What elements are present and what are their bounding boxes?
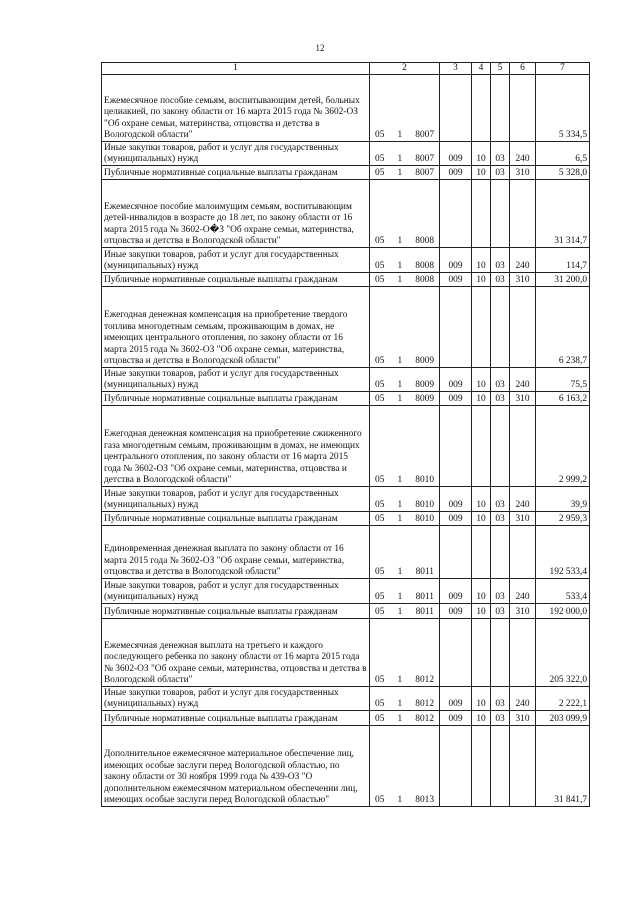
table-body — [102, 75, 590, 807]
row-code-subprogram: 1 — [397, 475, 403, 485]
row-code-program: 05 — [375, 154, 385, 164]
row-ministry-code: 009 — [440, 487, 472, 512]
row-target-code — [370, 368, 440, 392]
row-amount: 6 238,7 — [536, 287, 590, 368]
row-subsection-code: 03 — [491, 368, 510, 392]
row-amount: 2 222,1 — [536, 687, 590, 711]
row-amount: 31 841,7 — [536, 726, 590, 807]
row-code-direction: 8009 — [415, 356, 434, 366]
header-col-4: 4 — [472, 63, 491, 75]
row-target-code — [370, 75, 440, 142]
row-name: Иные закупки товаров, работ и услуг для государственных (муниципальных) нужд — [102, 579, 370, 604]
row-section-code — [472, 287, 491, 368]
row-ministry-code: 009 — [440, 579, 472, 604]
row-amount: 192 000,0 — [536, 604, 590, 619]
row-section-code: 10 — [472, 687, 491, 711]
row-name: Ежегодная денежная компенсация на приобретение твердого топлива многодетным семьям, проживающим в домах, не имеющих центрального отопления, по закону области от 16 марта 2015 года № 3602-ОЗ "Об охране семьи, материнства, отцовства и детства в Вологодской области" — [102, 287, 370, 368]
row-subsection-code — [491, 726, 510, 807]
row-subsection-code: 03 — [491, 604, 510, 619]
row-code-subprogram: 1 — [397, 380, 403, 390]
row-subsection-code: 03 — [491, 273, 510, 287]
row-ministry-code — [440, 619, 472, 687]
row-target-code — [370, 248, 440, 273]
row-amount: 114,7 — [536, 248, 590, 273]
table-row — [102, 726, 590, 807]
row-section-code: 10 — [472, 248, 491, 273]
row-ministry-code: 009 — [440, 711, 472, 726]
row-section-code: 10 — [472, 166, 491, 180]
table-row — [102, 512, 590, 526]
row-ministry-code: 009 — [440, 512, 472, 526]
row-subsection-code — [491, 180, 510, 248]
row-code-program: 05 — [375, 475, 385, 485]
header-col-7: 7 — [536, 63, 590, 75]
row-amount: 6 163,2 — [536, 392, 590, 406]
row-subsection-code: 03 — [491, 142, 510, 166]
row-target-code — [370, 406, 440, 487]
row-amount: 31 314,7 — [536, 180, 590, 248]
row-ministry-code: 009 — [440, 248, 472, 273]
row-subsection-code: 03 — [491, 579, 510, 604]
table-row — [102, 487, 590, 512]
row-name: Публичные нормативные социальные выплаты гражданам — [102, 604, 370, 619]
row-subsection-code: 03 — [491, 392, 510, 406]
row-ministry-code: 009 — [440, 687, 472, 711]
row-name: Публичные нормативные социальные выплаты гражданам — [102, 711, 370, 726]
row-amount: 2 999,2 — [536, 406, 590, 487]
table-row — [102, 248, 590, 273]
row-amount: 31 200,0 — [536, 273, 590, 287]
row-code-program: 05 — [375, 795, 385, 805]
row-ministry-code: 009 — [440, 392, 472, 406]
table-row — [102, 392, 590, 406]
row-section-code — [472, 526, 491, 579]
row-code-direction: 8011 — [415, 567, 434, 577]
row-code-subprogram: 1 — [397, 168, 403, 178]
row-code-subprogram: 1 — [397, 261, 403, 271]
row-name: Публичные нормативные социальные выплаты гражданам — [102, 392, 370, 406]
row-section-code: 10 — [472, 579, 491, 604]
row-code-direction: 8008 — [415, 261, 434, 271]
row-amount: 5 328,0 — [536, 166, 590, 180]
row-target-code — [370, 579, 440, 604]
header-row — [102, 63, 590, 75]
row-amount: 6,5 — [536, 142, 590, 166]
row-code-program: 05 — [375, 168, 385, 178]
row-target-code — [370, 711, 440, 726]
row-target-code — [370, 604, 440, 619]
row-code-subprogram: 1 — [397, 607, 403, 617]
row-amount: 533,4 — [536, 579, 590, 604]
row-code-program: 05 — [375, 380, 385, 390]
row-code-subprogram: 1 — [397, 500, 403, 510]
row-target-code — [370, 726, 440, 807]
header-col-6: 6 — [510, 63, 536, 75]
row-target-code — [370, 392, 440, 406]
row-ministry-code: 009 — [440, 368, 472, 392]
row-section-code — [472, 406, 491, 487]
row-target-code — [370, 687, 440, 711]
row-name: Ежемесячная денежная выплата на третьего и каждого последующего ребенка по закону области от 16 марта 2015 года № 3602-ОЗ "Об охране семьи, материнства, отцовства и детства в Вологодской области" — [102, 619, 370, 687]
table-row — [102, 579, 590, 604]
row-code-program: 05 — [375, 275, 385, 285]
row-code-direction: 8012 — [415, 699, 434, 709]
row-section-code: 10 — [472, 487, 491, 512]
table-row — [102, 368, 590, 392]
row-section-code: 10 — [472, 392, 491, 406]
row-code-subprogram: 1 — [397, 592, 403, 602]
table-row — [102, 619, 590, 687]
row-subsection-code: 03 — [491, 512, 510, 526]
row-code-program: 05 — [375, 394, 385, 404]
row-code-subprogram: 1 — [397, 275, 403, 285]
row-code-direction: 8007 — [415, 130, 434, 140]
row-expense-type — [510, 526, 536, 579]
row-code-subprogram: 1 — [397, 699, 403, 709]
row-name: Публичные нормативные социальные выплаты гражданам — [102, 166, 370, 180]
row-amount: 192 533,4 — [536, 526, 590, 579]
row-target-code — [370, 487, 440, 512]
row-section-code: 10 — [472, 368, 491, 392]
row-name: Публичные нормативные социальные выплаты гражданам — [102, 512, 370, 526]
row-expense-type — [510, 180, 536, 248]
row-section-code: 10 — [472, 512, 491, 526]
row-target-code — [370, 142, 440, 166]
row-expense-type: 310 — [510, 604, 536, 619]
header-col-5: 5 — [491, 63, 510, 75]
row-expense-type — [510, 619, 536, 687]
row-target-code — [370, 273, 440, 287]
row-expense-type: 310 — [510, 711, 536, 726]
row-ministry-code — [440, 287, 472, 368]
row-expense-type — [510, 287, 536, 368]
budget-table — [101, 62, 590, 807]
row-section-code — [472, 619, 491, 687]
table-row — [102, 526, 590, 579]
row-expense-type: 240 — [510, 687, 536, 711]
table-row — [102, 273, 590, 287]
row-code-program: 05 — [375, 699, 385, 709]
row-code-program: 05 — [375, 607, 385, 617]
row-target-code — [370, 512, 440, 526]
row-code-subprogram: 1 — [397, 714, 403, 724]
row-expense-type: 240 — [510, 142, 536, 166]
row-ministry-code: 009 — [440, 166, 472, 180]
table-row — [102, 406, 590, 487]
row-subsection-code: 03 — [491, 487, 510, 512]
row-name: Единовременная денежная выплата по закону области от 16 марта 2015 года № 3602-ОЗ "Об охране семьи, материнства, отцовства и детства в Вологодской области" — [102, 526, 370, 579]
row-ministry-code — [440, 526, 472, 579]
row-amount: 5 334,5 — [536, 75, 590, 142]
row-subsection-code — [491, 287, 510, 368]
row-expense-type: 310 — [510, 392, 536, 406]
row-code-subprogram: 1 — [397, 514, 403, 524]
header-col-3: 3 — [440, 63, 472, 75]
row-name: Иные закупки товаров, работ и услуг для государственных (муниципальных) нужд — [102, 487, 370, 512]
row-name: Ежегодная денежная компенсация на приобретение сжиженного газа многодетным семьям, проживающим в домах, не имеющих центрального отопления, по закону области от 16 марта 2015 года № 3602-ОЗ "Об охране семьи, материнства, отцовства и детства в Вологодской области" — [102, 406, 370, 487]
row-name: Публичные нормативные социальные выплаты гражданам — [102, 273, 370, 287]
row-subsection-code — [491, 406, 510, 487]
row-expense-type — [510, 726, 536, 807]
row-code-direction: 8007 — [415, 168, 434, 178]
row-amount: 39,9 — [536, 487, 590, 512]
row-code-subprogram: 1 — [397, 154, 403, 164]
row-code-program: 05 — [375, 261, 385, 271]
row-expense-type — [510, 75, 536, 142]
table-row — [102, 711, 590, 726]
row-amount: 75,5 — [536, 368, 590, 392]
row-target-code — [370, 287, 440, 368]
row-subsection-code: 03 — [491, 166, 510, 180]
row-name: Ежемесячное пособие малоимущим семьям, воспитывающим детей-инвалидов в возрасте до 18 лет, по закону области от 16 марта 2015 года № 3602-О�З "Об охране семьи, материнства, отцовства и детства в Вологодской области" — [102, 180, 370, 248]
row-subsection-code: 03 — [491, 711, 510, 726]
row-ministry-code — [440, 726, 472, 807]
row-code-program: 05 — [375, 500, 385, 510]
row-section-code: 10 — [472, 142, 491, 166]
row-code-direction: 8010 — [415, 475, 434, 485]
header-col-1: 1 — [102, 63, 370, 75]
row-expense-type: 240 — [510, 487, 536, 512]
row-code-program: 05 — [375, 714, 385, 724]
row-subsection-code: 03 — [491, 248, 510, 273]
row-code-direction: 8008 — [415, 236, 434, 246]
row-expense-type — [510, 406, 536, 487]
row-code-direction: 8013 — [415, 795, 434, 805]
row-code-direction: 8012 — [415, 714, 434, 724]
row-code-program: 05 — [375, 236, 385, 246]
row-code-direction: 8010 — [415, 514, 434, 524]
row-subsection-code — [491, 526, 510, 579]
row-code-program: 05 — [375, 514, 385, 524]
table-row — [102, 687, 590, 711]
row-subsection-code — [491, 619, 510, 687]
row-code-direction: 8009 — [415, 394, 434, 404]
row-subsection-code: 03 — [491, 687, 510, 711]
row-code-program: 05 — [375, 675, 385, 685]
row-code-subprogram: 1 — [397, 236, 403, 246]
row-ministry-code — [440, 75, 472, 142]
row-ministry-code — [440, 180, 472, 248]
row-name: Иные закупки товаров, работ и услуг для государственных (муниципальных) нужд — [102, 368, 370, 392]
header-col-2: 2 — [370, 63, 440, 75]
row-code-subprogram: 1 — [397, 394, 403, 404]
row-expense-type: 310 — [510, 273, 536, 287]
row-name: Иные закупки товаров, работ и услуг для государственных (муниципальных) нужд — [102, 248, 370, 273]
row-section-code: 10 — [472, 273, 491, 287]
row-code-program: 05 — [375, 130, 385, 140]
row-ministry-code — [440, 406, 472, 487]
row-code-subprogram: 1 — [397, 567, 403, 577]
row-section-code: 10 — [472, 711, 491, 726]
row-code-direction: 8009 — [415, 380, 434, 390]
row-code-direction: 8011 — [415, 607, 434, 617]
row-code-direction: 8012 — [415, 675, 434, 685]
table-row — [102, 75, 590, 142]
row-code-subprogram: 1 — [397, 795, 403, 805]
row-expense-type: 240 — [510, 248, 536, 273]
row-name: Дополнительное ежемесячное материальное обеспечение лиц, имеющих особые заслуги перед Вологодской областью, по закону области от 30 ноября 1999 года № 439-ОЗ "О дополнительном ежемесячном материальном обеспечении лиц, имеющих особые заслуги перед Вологодской областью" — [102, 726, 370, 807]
row-expense-type: 310 — [510, 512, 536, 526]
row-code-program: 05 — [375, 356, 385, 366]
row-section-code — [472, 180, 491, 248]
table-row — [102, 287, 590, 368]
row-target-code — [370, 166, 440, 180]
row-code-direction: 8007 — [415, 154, 434, 164]
row-target-code — [370, 526, 440, 579]
page-number: 12 — [315, 43, 325, 53]
row-subsection-code — [491, 75, 510, 142]
row-code-subprogram: 1 — [397, 675, 403, 685]
row-amount: 203 099,9 — [536, 711, 590, 726]
table-row — [102, 604, 590, 619]
row-ministry-code: 009 — [440, 142, 472, 166]
row-target-code — [370, 180, 440, 248]
row-code-program: 05 — [375, 592, 385, 602]
row-code-direction: 8008 — [415, 275, 434, 285]
table-row — [102, 142, 590, 166]
row-code-subprogram: 1 — [397, 356, 403, 366]
row-code-direction: 8011 — [415, 592, 434, 602]
row-name: Иные закупки товаров, работ и услуг для государственных (муниципальных) нужд — [102, 687, 370, 711]
row-target-code — [370, 619, 440, 687]
table-row — [102, 180, 590, 248]
row-code-program: 05 — [375, 567, 385, 577]
row-code-subprogram: 1 — [397, 130, 403, 140]
row-ministry-code: 009 — [440, 273, 472, 287]
row-amount: 205 322,0 — [536, 619, 590, 687]
row-section-code: 10 — [472, 604, 491, 619]
row-ministry-code: 009 — [440, 604, 472, 619]
row-expense-type: 240 — [510, 368, 536, 392]
row-amount: 2 959,3 — [536, 512, 590, 526]
row-code-direction: 8010 — [415, 500, 434, 510]
row-name: Ежемесячное пособие семьям, воспитывающим детей, больных целиакией, по закону области от 16 марта 2015 года № 3602-ОЗ "Об охране семьи, материнства, отцовства и детства в Вологодской области" — [102, 75, 370, 142]
row-expense-type: 310 — [510, 166, 536, 180]
row-name: Иные закупки товаров, работ и услуг для государственных (муниципальных) нужд — [102, 142, 370, 166]
row-expense-type: 240 — [510, 579, 536, 604]
table-row — [102, 166, 590, 180]
row-section-code — [472, 75, 491, 142]
row-section-code — [472, 726, 491, 807]
